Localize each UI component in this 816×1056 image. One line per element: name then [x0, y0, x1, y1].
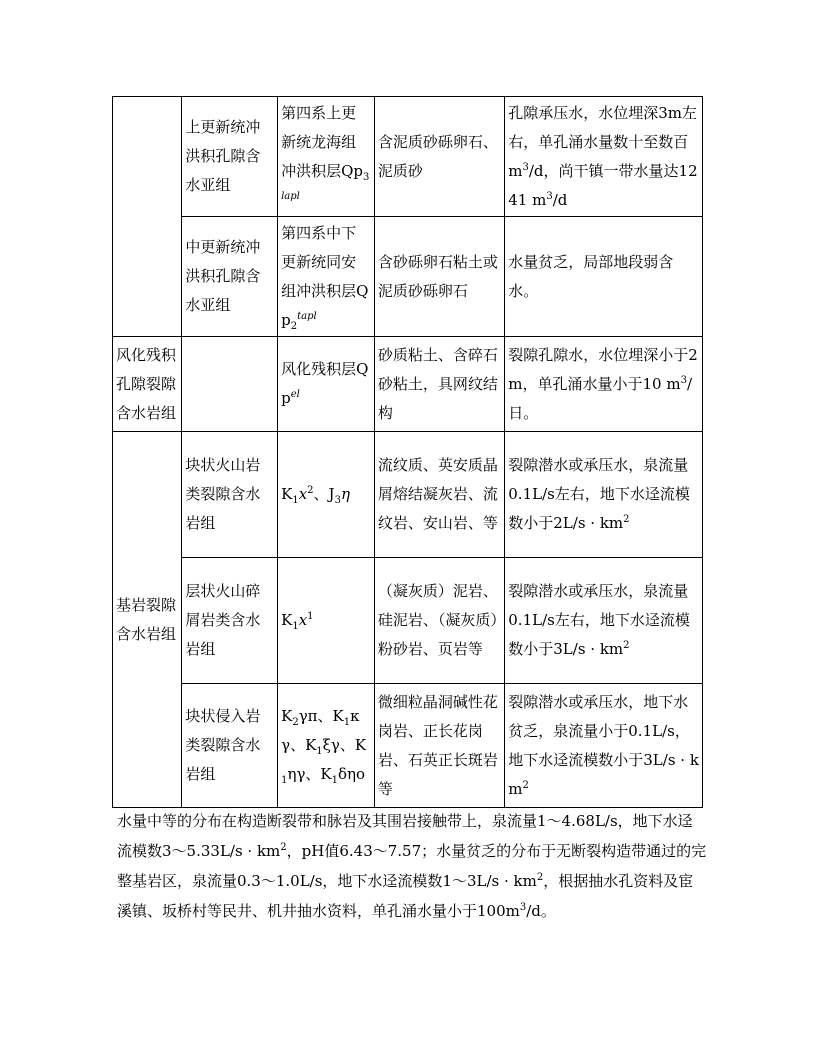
- subgroup-cell: 中更新统冲洪积孔隙含水亚组: [182, 217, 278, 337]
- para-text-4: /d。: [526, 902, 556, 920]
- hydro-cell: [505, 558, 703, 684]
- para-sup-1: 2: [280, 842, 287, 853]
- table-row: [113, 558, 703, 684]
- lithology-cell: 流纹质、英安质晶屑熔结凝灰岩、流纹岩、安山岩、等: [374, 432, 504, 558]
- subgroup-cell: 块状火山岩类裂隙含水岩组: [182, 432, 278, 558]
- stratum-text: K: [281, 611, 293, 629]
- stratum-cell: [278, 217, 375, 337]
- subgroup-cell: 块状侵入岩类裂隙含水岩组: [182, 684, 278, 808]
- para-text-2: ，pH值6.43～7.57；水量贫乏的分布于无断裂构造带通过的完整基岩区，泉流量0.3～1.0L/s，地下水迳流模数1～3L/s · km: [117, 842, 707, 890]
- group-cell: 基岩裂隙含水岩组: [113, 432, 182, 808]
- hydro-text-3: /d: [552, 190, 568, 209]
- hydro-cell: [505, 337, 703, 432]
- hydro-text-2: /日。: [508, 374, 693, 422]
- table-row: [113, 432, 703, 558]
- table-row: [113, 97, 703, 217]
- table-row: [113, 337, 703, 432]
- stratum-sup: 2: [307, 485, 314, 496]
- para-text-3: ，根据抽水孔资料及宦溪镇、坂桥村等民井、机井抽水资料，单孔涌水量小于100m: [117, 872, 694, 920]
- hydro-text: 孔隙承压水，水位埋深3m左右，单孔涌水量数十至数百m: [508, 103, 698, 180]
- hydro-text: 裂隙潜水或承压水，泉流量0.1L/s左右，地下水迳流模数小于2L/s · km: [508, 456, 690, 532]
- stratum-sub-2: 3: [334, 495, 341, 506]
- stratum-sup: lapl: [281, 190, 300, 202]
- stratum-text: 风化残积层Qp: [281, 360, 369, 407]
- lithology-cell: 微细粒晶洞碱性花岗岩、正长花岗岩、石英正长斑岩等: [374, 684, 504, 808]
- hydro-sup-2: 3: [546, 190, 553, 202]
- subgroup-cell: 上更新统冲洪积孔隙含水亚组: [182, 97, 278, 217]
- lithology-cell: （凝灰质）泥岩、硅泥岩、（凝灰质）粉砂岩、页岩等: [374, 558, 504, 684]
- hydro-text: 裂隙潜水或承压水，地下水贫乏，泉流量小于0.1L/s，地下水迳流模数小于3L/s · km: [508, 692, 699, 798]
- stratum-cell: [278, 97, 375, 217]
- stratum-sub: 1: [281, 775, 288, 786]
- hydro-text: 裂隙孔隙水，水位埋深小于2m，单孔涌水量小于10 m: [508, 345, 698, 393]
- hydro-sup: 2: [522, 779, 529, 791]
- hydro-sup: 2: [623, 514, 630, 525]
- stratum-cell: [278, 558, 375, 684]
- hydro-cell: [505, 97, 703, 217]
- hydro-sup: 2: [623, 640, 630, 651]
- hydro-sup: 3: [680, 374, 687, 386]
- subgroup-cell: [182, 337, 278, 432]
- stratum-text: K: [281, 485, 293, 503]
- stratum-text-2: x: [298, 611, 308, 629]
- hydro-cell: [505, 684, 703, 808]
- stratum-sub: 2: [290, 320, 298, 332]
- lithology-cell: 含砂砾卵石粘土或泥质砂砾卵石: [374, 217, 504, 337]
- para-text-1: 水量中等的分布在构造断裂带和脉岩及其围岩接触带上，泉流量1～4.68L/s，地下水迳流模数3～5.33L/s · km: [117, 812, 693, 860]
- stratum-sub: 1: [292, 621, 299, 632]
- stratum-part: K: [281, 707, 293, 725]
- stratum-sup: 1: [307, 611, 314, 622]
- body-paragraph: [117, 806, 707, 926]
- group-cell: [113, 97, 182, 337]
- hydro-cell: 水量贫乏，局部地段弱含水。: [505, 217, 703, 337]
- subgroup-cell: 层状火山碎屑岩类含水岩组: [182, 558, 278, 684]
- stratum-text-2: x: [298, 485, 308, 503]
- hydro-text: 裂隙潜水或承压水，泉流量0.1L/s左右，地下水迳流模数小于3L/s · km: [508, 582, 690, 658]
- stratum-sub: 1: [292, 495, 299, 506]
- stratum-text-3: 、J: [313, 485, 335, 503]
- group-cell: 风化残积孔隙裂隙含水岩组: [113, 337, 182, 432]
- table-row: [113, 217, 703, 337]
- stratum-sub: 3: [363, 171, 370, 183]
- stratum-sub: 1: [343, 717, 351, 728]
- hydro-cell: [505, 432, 703, 558]
- lithology-cell: 砂质粘土、含碎石砂粘土，具网纹结构: [374, 337, 504, 432]
- stratum-sup: tapl: [297, 310, 317, 322]
- stratum-part: γπ、K: [298, 707, 344, 725]
- stratum-part: ξγ、K: [322, 736, 367, 754]
- stratum-cell: [278, 432, 375, 558]
- stratum-cell: [278, 337, 375, 432]
- stratum-sub: 1: [316, 746, 323, 757]
- stratum-text-4: η: [340, 485, 350, 503]
- stratum-part: κγ、K: [281, 707, 360, 754]
- stratum-part: ηγ、K: [287, 765, 332, 783]
- table-row: [113, 684, 703, 808]
- lithology-cell: 含泥质砂砾卵石、泥质砂: [374, 97, 504, 217]
- stratum-cell: [278, 684, 375, 808]
- aquifer-table: [112, 96, 703, 808]
- stratum-sub: 1: [331, 775, 339, 786]
- para-sup-3: 3: [519, 902, 527, 913]
- stratum-sup: el: [290, 389, 300, 400]
- hydro-text-2: /d，尚干镇一带水量达1241 m: [508, 161, 698, 209]
- stratum-part: δηο: [338, 765, 366, 783]
- para-sup-2: 2: [536, 872, 544, 883]
- stratum-text: 第四系中下更新统同安组冲洪积层Qp: [281, 223, 369, 329]
- stratum-sub: 2: [292, 717, 299, 728]
- hydro-sup: 3: [522, 161, 529, 173]
- stratum-text: 第四系上更新统龙海组冲洪积层Qp: [281, 103, 364, 180]
